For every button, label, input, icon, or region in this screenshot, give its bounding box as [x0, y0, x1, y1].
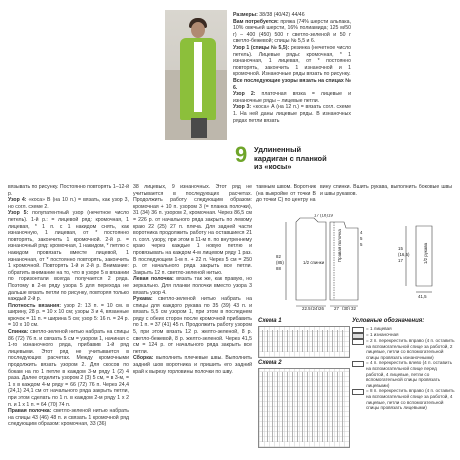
- sleeve-label: 1/2 рукава: [423, 242, 428, 264]
- svg-text:26: 26: [319, 306, 324, 310]
- svg-text:(85): (85): [276, 260, 284, 265]
- svg-text:5: 5: [360, 236, 363, 241]
- svg-text:22,5: 22,5: [302, 306, 311, 310]
- svg-text:82: 82: [276, 254, 281, 259]
- legend: [352, 326, 456, 411]
- pattern-title: Удлиненный кардиган с планкой из «косы»: [254, 145, 327, 171]
- model-photo: [165, 10, 227, 140]
- svg-text:32: 32: [351, 306, 356, 310]
- scheme-1-title: Схема 1: [258, 318, 282, 324]
- instructions-column-1: вязывать по рисунку. Постоянно повторять 1–12-й р. Узор 4: «коса» В (на 10 п.) = вязать, как узор 3, но согл. схеме 2. Узор 5: полупатентный узор (нечетное число петель). 1-й р.: = лицевой ряд: кромочная, 1 лицевая, * 1 п. с 1 накидом снять, как изнаночную, 1 лицевая, от * постоянно повторять, закончить 1 кромочной. 2-й р. = изнаночный ряд: кромочная, 1 накидом, * петлю с накидом провязать вместе лицевой, 1 изнаночная, от * постоянно повторять, закончить 1 кромочной. Повторять 1-й и 2-й р. Внимание: обратить внимание на то, что в узоре 5 в вязании по горизонтали всегда получается 2 ряда. Поэтому в 2-м ряду узора 5 для перехода не дальше вязать петли по рисунку, повторяя только каждый 2-й р. Плотность вязания: узор 2: 13 п. = 10 см. в ширину, 28 р. = 10 х 10 см; узоры 3 и 4, вязанные крючок = 11 п. = ширина 5 см; узор 5: 16 п. = 24 р. = 10 х 10 см. Спинка: светло-зеленой нитью набрать на спицы 86 (72) 76 п. и связать 5 см = узором 1, начиная с 1-го изнаночного ряда, прибавив 1-й ряд лицевыми. Этот ряд не учитывается в последующих расчетах. Между кромочными продолжить вязать узором 2. Для скосов по бокам на по 1 петле в каждом 3-м ряду 1 (2) 4 раза. Далее отделить узором 2 (3) 5 см, = в 3-м, = 1 х в каждом 4-м ряду = 66 (72) 76 п. Через 24,4 (24,1) 24,1 см от начального ряда закрыть петли, при этом сделать по 1 п. в каждом 2-м ряду 1 х 2 п. и 1 х 1 п. = 64 (70) 74 п. Правая полочка: светло-зеленой нитью набрать на спицы 43 (46) 48 п. и связать 1 кромочной ряд следующим образом: кромочная, 33 (36): [8, 184, 129, 428]
- svg-text:15: 15: [398, 246, 403, 251]
- legend-title: Условные обозначения:: [352, 318, 425, 324]
- svg-text:19: 19: [328, 214, 333, 218]
- front-label: Правая полочка: [337, 229, 342, 262]
- pattern-diagram: [256, 214, 456, 310]
- legend-item: = 4 п. перекрестить влево (4 п. оставить на вспомогательной спице перед работой, 4 лицевые, петли со вспомогательной спицы провязать лицевыми): [352, 360, 456, 388]
- svg-text:(16,5): (16,5): [398, 252, 410, 257]
- svg-text:(24): (24): [311, 306, 319, 310]
- instructions-column-4: вину спинки. Вшить рукава, выполнить боковые швы и швы рукавов.: [320, 184, 452, 197]
- svg-text:(18): (18): [320, 214, 328, 218]
- svg-text:17: 17: [314, 214, 319, 218]
- svg-text:(30): (30): [342, 306, 350, 310]
- legend-item: = 8 п. перекрестить вправо (4 п. оставить на вспомогательной спице за работой, 4 лицевые, петли со вспомогательной спицы провязать лицевыми): [352, 388, 456, 410]
- scheme-2-title: Схема 2: [258, 360, 282, 366]
- legend-item: = 1 изнаночная: [352, 332, 456, 338]
- svg-text:4: 4: [360, 230, 363, 235]
- back-label: 1/2 спинки: [303, 260, 325, 265]
- svg-text:27: 27: [334, 306, 339, 310]
- svg-text:41,5: 41,5: [418, 294, 427, 299]
- materials-column: Размеры: 38/38 (40/42) 44/46 Вам потребуется: пряжа (74% шерсти альпака, 10% овечьей шерсти, 16% полиамида; 125 м/50 г) – 400 (450) 500 г светло-зеленой и 50 г светло-бежевой; спицы № 5,5 и 6. Узор 1 (спицы № 5,5): резинка (нечетное число петель). Лицевые ряды: кромочная, * 1 изнаночная, 1 лицевая, от * постоянно повторять, закончить 1 изнаночной и 1 кромочной. Изнаночные ряды вязать по рисунку. Все последующие узоры вязать на спицах № 6. Узор 2: платочная вязка = лицевые и изнаночные ряды – лицевые петли. Узор 3: «коса» А (на 12 п.) = вязать согл. схеме 1. На ней даны лицевые ряды. В изнаночных рядах петли вязать: [233, 12, 351, 124]
- svg-text:5: 5: [360, 242, 363, 247]
- legend-item: = 1 лицевая: [352, 326, 456, 332]
- pattern-number: 9: [235, 142, 248, 167]
- instructions-column-3: тамным швом. Воротник (на выкройке от точки В до точки С) по центру на: [256, 184, 316, 204]
- svg-text:17: 17: [398, 258, 403, 263]
- instructions-column-2: 38 лицевых, 9 изнаночных. Этот ряд не учитывается в последующих расчетах. Продолжить работу следующим образом: кромочная + 10 п. узором 3 (= планка полочки), 31 (34) 36 п. узором 2, кромочная. Через 86,5 см = 226 р. от начального ряда закрыть по левому краю 22 (25) 27 п. плеча. Для задней части воротника продолжить работу на оставшиеся 21 п. согл. узору, при этом в 11-м п. по внутреннему краю через каждые 1 новую петлю и провязывать на каждом 4-м лицевом ряду 1 раз. В последующем 1-м п. + 22 п. Через 5 см = 250 р. от начального ряда закрыть все петли. Закрыть 12 п. светло-зеленой нитью. Левая полочка: вязать так же, как правую, но зеркально. Для планки полочки вместо узора 3 вязать узор 4. Рукава: светло-зеленой нитью набрать на спицы для каждого рукава по 35 (39) 43 п. и вязать 5,5 см узором 1, при этом в последнем ряду с обеих сторон после кромочной прибавить по 1 п. = 37 (41) 45 п. Продолжить работу узором 5, при этом вязать 12 р. желто-зеленой, 8 р. светло-бежевой, 8 р. желто-зеленой. Через 41,5 см = 124 р. от начального ряда закрыть все петли. Сборка: выполнить плечевые швы. Выполнить задний шов воротника и пришить его задний край к вырезу горловины полочки по шву.: [133, 184, 252, 375]
- back-piece: [296, 218, 326, 300]
- legend-item: = 2 п. перекрестить вправо (4 п. оставить на вспомогательной спице за работой, 2 лицевые, петли со вспомогательной спицы провязать изнаночными): [352, 338, 456, 360]
- svg-text:88: 88: [276, 266, 281, 271]
